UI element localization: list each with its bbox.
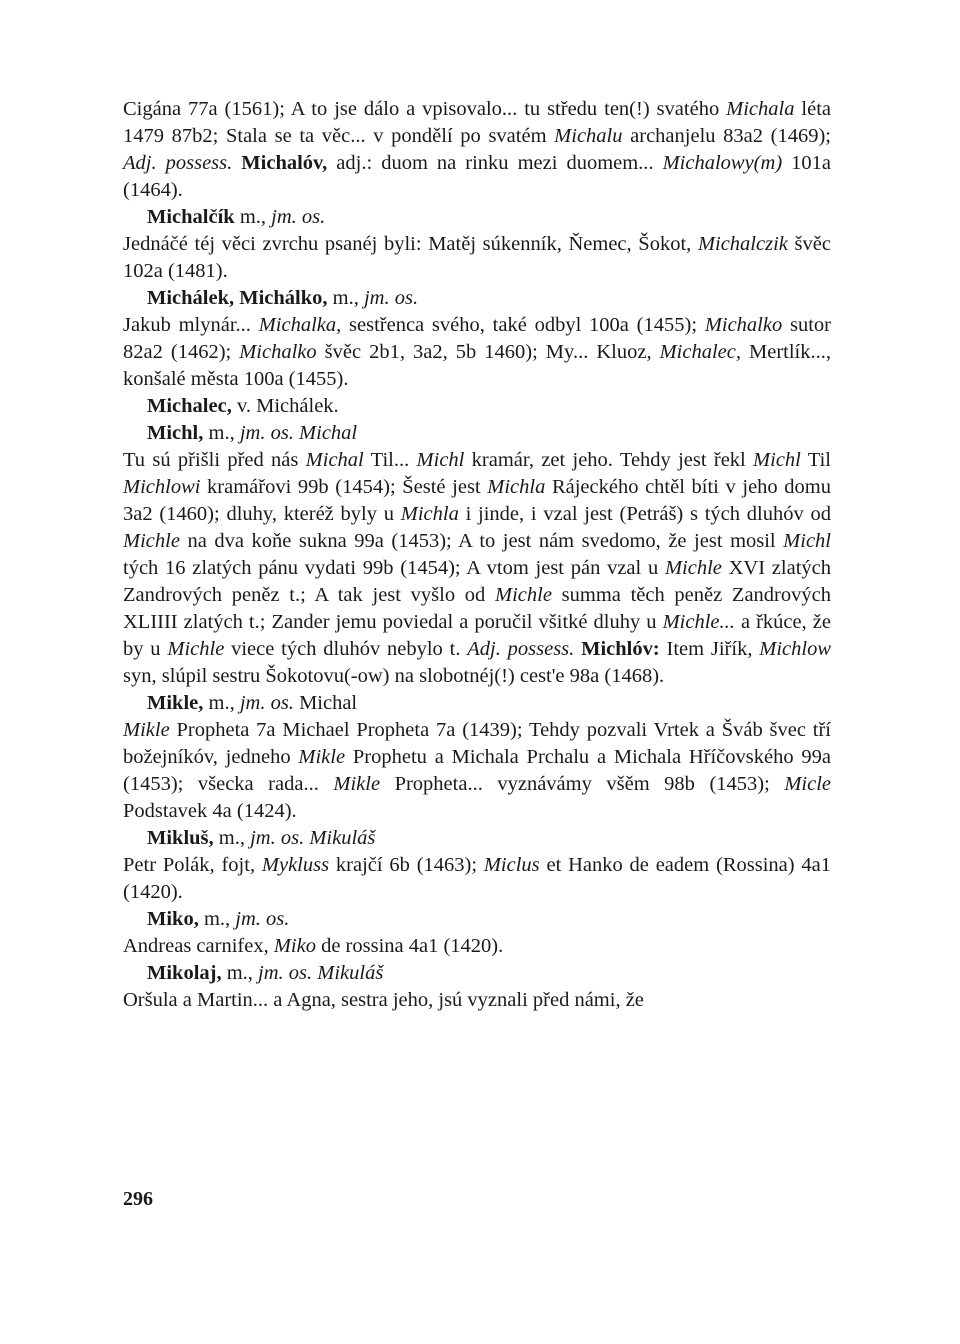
page-number: 296 xyxy=(123,1188,153,1210)
dictionary-page-body xyxy=(123,96,831,1014)
entry-headword: Michalec, v. Michálek. xyxy=(147,395,339,417)
entry-paragraph: Tu sú přišli před nás Michal Til... Michl kramár, zet jeho. Tehdy jest řekl Michl Til Michlowi kramářovi 99b (1454); Šesté jest Michla Rájeckého chtěl bíti v jeho domu 3a2 (1460); dluhy, kteréž byly u Michla i jinde, i vzal jest (Petráš) s tých dluhóv od Michle na dva koňe sukna 99a (1453); A to jest nám svedomo, že jest mosil Michl tých 16 zlatých pánu vydati 99b (1454); A vtom jest pán vzal u Michle XVI zlatých Zandrových peněz t.; A tak jest vyšlo od Michle summa těch peněz Zandrových XLIIII zlatých t.; Zander jemu poviedal a poručil všitké dluhy u Michle... a řkúce, že by u Michle viece tých dluhóv nebylo t. Adj. possess. Michlóv: Item Jiřík, Michlow syn, slúpil sestru Šokotovu(-ow) na slobotnéj(!) cest'e 98a (1468). xyxy=(123,449,832,687)
entry-paragraph: Jednáčé téj věci zvrchu psanéj byli: Matěj súkenník, Ňemec, Šokot, Michalczik švěc 102a (1481). xyxy=(123,233,831,282)
entry-headword: Michálek, Michálko, m., jm. os. xyxy=(147,287,419,309)
entry-headword: Miko, m., jm. os. xyxy=(147,908,290,930)
entry-headword: Michalčík m., jm. os. xyxy=(147,206,326,228)
entry-paragraph: Petr Polák, fojt, Mykluss krajčí 6b (1463); Miclus et Hanko de eadem (Rossina) 4a1 (1420). xyxy=(123,854,832,903)
entry-headword: Mikluš, m., jm. os. Mikuláš xyxy=(147,827,376,849)
entry-paragraph: Cigána 77a (1561); A to jse dálo a vpisovalo... tu středu ten(!) svatého Michala léta 1479 87b2; Stala se ta věc... v pondělí po svatém Michalu archanjelu 83a2 (1469); Adj. possess. Michalóv, adj.: duom na rinku mezi duomem... Michalowy(m) 101a (1464). xyxy=(123,98,832,201)
entry-paragraph: Oršula a Martin... a Agna, sestra jeho, jsú vyznali před námi, že xyxy=(123,989,644,1011)
entry-headword: Mikle, m., jm. os. Michal xyxy=(147,692,358,714)
entry-headword: Mikolaj, m., jm. os. Mikuláš xyxy=(147,962,384,984)
entry-headword: Michl, m., jm. os. Michal xyxy=(147,422,358,444)
entry-paragraph: Andreas carnifex, Miko de rossina 4a1 (1420). xyxy=(123,935,504,957)
entry-paragraph: Jakub mlynár... Michalka, sestřenca svého, také odbyl 100a (1455); Michalko sutor 82a2 (1462); Michalko švěc 2b1, 3a2, 5b 1460); My... Kluoz, Michalec, Mertlík..., konšalé města 100a (1455). xyxy=(123,314,832,390)
entry-paragraph: Mikle Propheta 7a Michael Propheta 7a (1439); Tehdy pozvali Vrtek a Šváb švec tří božejníkóv, jedneho Mikle Prophetu a Michala Prchalu a Michala Hříčovského 99a (1453); všecka rada... Mikle Propheta... vyznávámy všěm 98b (1453); Micle Podstavek 4a (1424). xyxy=(123,719,832,822)
